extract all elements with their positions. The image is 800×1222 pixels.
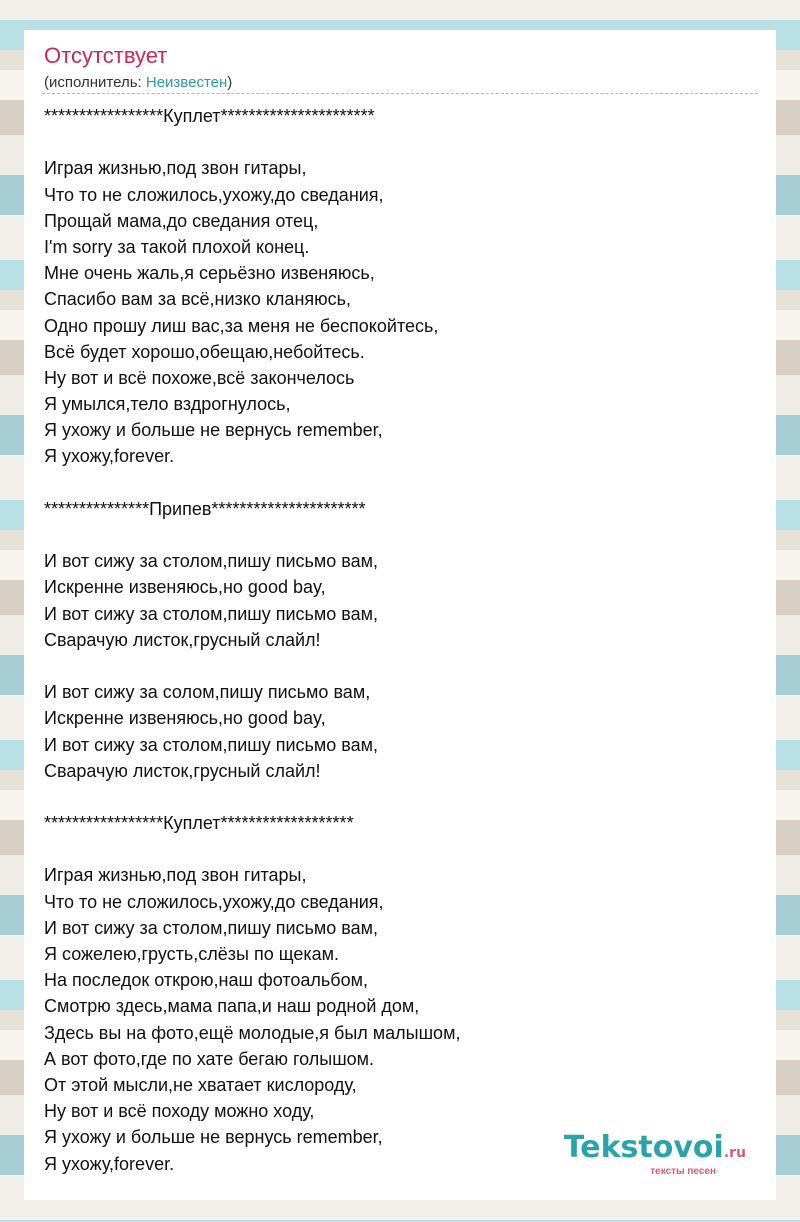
lyric-line: Я умылся,тело вздрогнулось,	[44, 394, 291, 415]
lyric-line: От этой мысли,не хватает кислороду,	[44, 1074, 357, 1095]
lyric-line: Сварачую листок,грусный слайл!	[44, 760, 321, 781]
lyric-line	[44, 784, 460, 810]
lyric-line: I'm sorry за такой плохой конец.	[44, 236, 310, 257]
lyrics-text	[44, 103, 460, 1177]
lyric-line: Искренне извеняюсь,но good bay,	[44, 577, 326, 598]
lyric-line: *****************Куплет**********************	[44, 106, 375, 126]
lyric-line: И вот сижу за столом,пишу письмо вам,	[44, 551, 379, 572]
lyric-line	[44, 470, 460, 496]
lyric-line	[44, 522, 460, 548]
logo-tld: .ru	[723, 1145, 746, 1161]
lyric-line: И вот сижу за столом,пишу письмо вам,	[44, 917, 379, 938]
lyric-line: Что то не сложилось,ухожу,до сведания,	[44, 891, 384, 912]
lyric-line: Играя жизнью,под звон гитары,	[44, 865, 307, 886]
divider	[42, 93, 758, 94]
lyric-line	[44, 129, 460, 155]
lyric-line: Я ухожу,forever.	[44, 1153, 175, 1174]
lyric-line	[44, 653, 460, 679]
lyric-line: Здесь вы на фото,ещё молодые,я был малышом,	[44, 1022, 461, 1043]
song-title: Отсутствует	[44, 43, 168, 68]
lyrics-card	[24, 30, 776, 1200]
lyric-line: Я сожелею,грусть,слёзы по щекам.	[44, 944, 340, 964]
lyric-line: А вот фото,где по хате бегаю голышом.	[44, 1048, 375, 1069]
lyric-line: Прощай мама,до сведания отец,	[44, 210, 319, 231]
lyric-line: И вот сижу за столом,пишу письмо вам,	[44, 734, 379, 755]
lyric-line: Ну вот и всё похоже,всё закончелось	[44, 367, 355, 388]
lyric-line: Ну вот и всё походу можно ходу,	[44, 1101, 315, 1122]
lyric-line: Я ухожу и больше не вернусь remember,	[44, 1127, 383, 1148]
lyric-line: Сварачую листок,грусный слайл!	[44, 629, 321, 650]
logo-name: Tekstovoi	[563, 1130, 724, 1165]
artist-suffix: )	[227, 74, 233, 91]
lyric-line: Мне очень жаль,я серьёзно извеняюсь,	[44, 263, 375, 284]
logo-wordmark	[564, 1132, 746, 1169]
lyric-line: Одно прошу лиш вас,за меня не беспокойтесь,	[44, 315, 439, 336]
artist-line	[44, 73, 232, 93]
lyric-line: Я ухожу,forever.	[44, 446, 175, 467]
lyric-line: На последок открою,наш фотоальбом,	[44, 970, 368, 991]
site-logo[interactable]	[564, 1132, 746, 1178]
artist-link[interactable]: Неизвестен	[145, 74, 228, 91]
lyric-line: Что то не сложилось,ухожу,до сведания,	[44, 184, 384, 205]
lyric-line: Искренне извеняюсь,но good bay,	[44, 708, 326, 729]
artist-prefix: (исполнитель:	[44, 74, 146, 91]
lyric-line: ***************Припев**********************	[44, 498, 366, 519]
logo-tagline: тексты песен	[650, 1166, 716, 1177]
lyric-line: Смотрю здесь,мама папа,и наш родной дом,	[44, 996, 420, 1017]
lyric-line: Спасибо вам за всё,низко кланяюсь,	[44, 289, 352, 310]
lyric-line	[44, 836, 460, 862]
lyric-line: И вот сижу за столом,пишу письмо вам,	[44, 603, 379, 624]
lyric-line: *****************Куплет*******************	[44, 813, 354, 834]
lyric-line: Играя жизнью,под звон гитары,	[44, 158, 307, 179]
lyric-line: Всё будет хорошо,обещаю,небойтесь.	[44, 341, 365, 362]
lyric-line: И вот сижу за солом,пишу письмо вам,	[44, 682, 371, 703]
lyric-line: Я ухожу и больше не вернусь remember,	[44, 420, 383, 441]
